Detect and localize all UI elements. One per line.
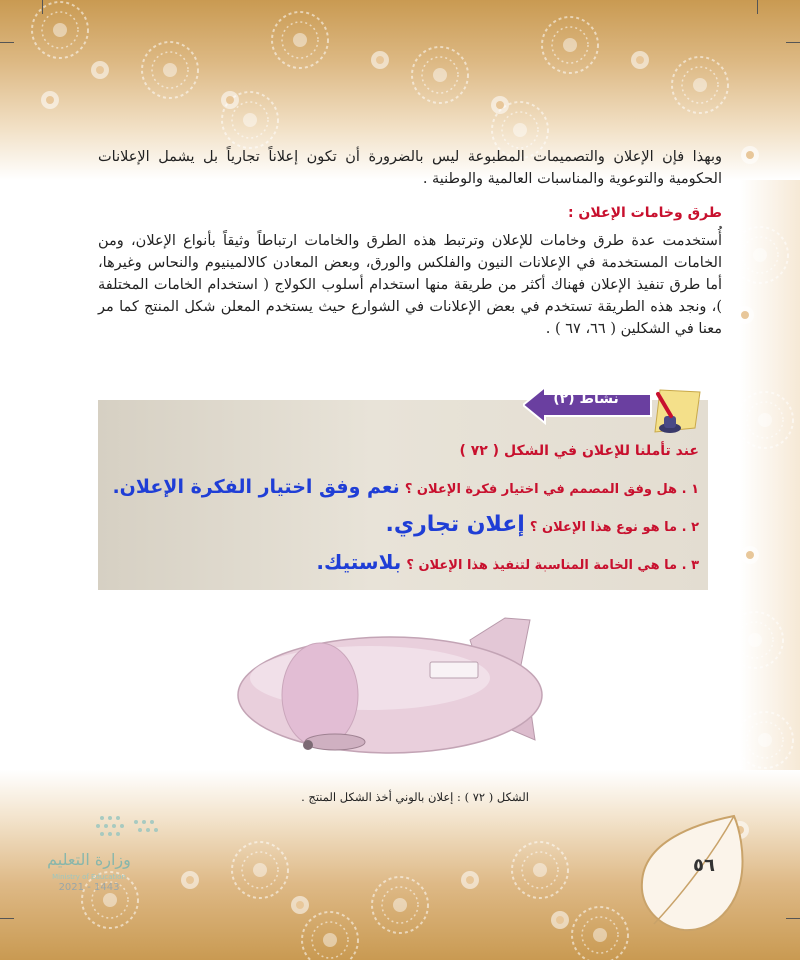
question-row-3 [316,550,699,574]
crop-mark [42,0,43,14]
crop-mark [786,42,800,43]
logo-english-text: Ministry of Education [52,873,126,881]
handwritten-answer: نعم وفق اختيار الفكرة الإعلان. [112,476,400,498]
question-row-1 [112,476,699,498]
section-heading: طرق وخامات الإعلان : [567,205,722,221]
handwritten-answer: بلاستيك. [316,550,402,574]
activity-intro: عند تأملنا للإعلان في الشكل ( ٧٢ ) [459,443,699,459]
crop-mark [786,918,800,919]
question-row-2 [386,512,699,537]
handwritten-answer: إعلان تجاري. [385,512,525,537]
crop-mark [0,918,14,919]
question-text: ٣ . ما هي الخامة المناسبة لتنفيذ هذا الإعلان ؟ [406,558,699,573]
logo-arabic-text: وزارة التعليم [47,850,131,869]
crop-mark [0,42,14,43]
figure-caption: الشكل ( ٧٢ ) : إعلان بالوني أخذ الشكل المنتج . [301,790,529,804]
inkwell-pen-icon [640,388,705,438]
intro-paragraph: وبهذا فإن الإعلان والتصميمات المطبوعة ليس بالضرورة أن تكون إعلاناً تجارياً بل يشمل الإعلانات الحكومية والتوعوية والمناسبات العالمية والوطنية . [98,149,722,187]
question-text: ١ . هل وفق المصمم في اختيار فكرة الإعلان ؟ [404,482,699,497]
methods-paragraph: أُستخدمت عدة طرق وخامات للإعلان وترتبط هذه الطرق والخامات ارتباطاً وثيقاً بأنواع الإعلان، ومن الخامات المستخدمة في الإعلانات النيون والفلكس والورق، وبعض المعادن كالالمينيوم والنحاس وغيرها، أما طرق تنفيذ الإعلان فهناك أكثر من طريقة منها استخدام أسلوب الكولاج ( استخدام الخامات المختلفة )، ونجد هذه الطريقة تستخدم في بعض الإعلانات في الشوارع حيث يستخدم المعلن شكل المنتج كما مر معنا في الشكلين ( ٦٦، ٦٧ ) . [98,233,722,337]
crop-mark [757,0,758,14]
blimp-advertisement-image [230,600,570,770]
activity-label: نشاط (٢) [553,391,619,407]
page-number: ٥٦ [693,855,715,876]
question-text: ٢ . ما هو نوع هذا الإعلان ؟ [529,520,699,535]
logo-year: 2021 - 1443 [58,882,120,893]
